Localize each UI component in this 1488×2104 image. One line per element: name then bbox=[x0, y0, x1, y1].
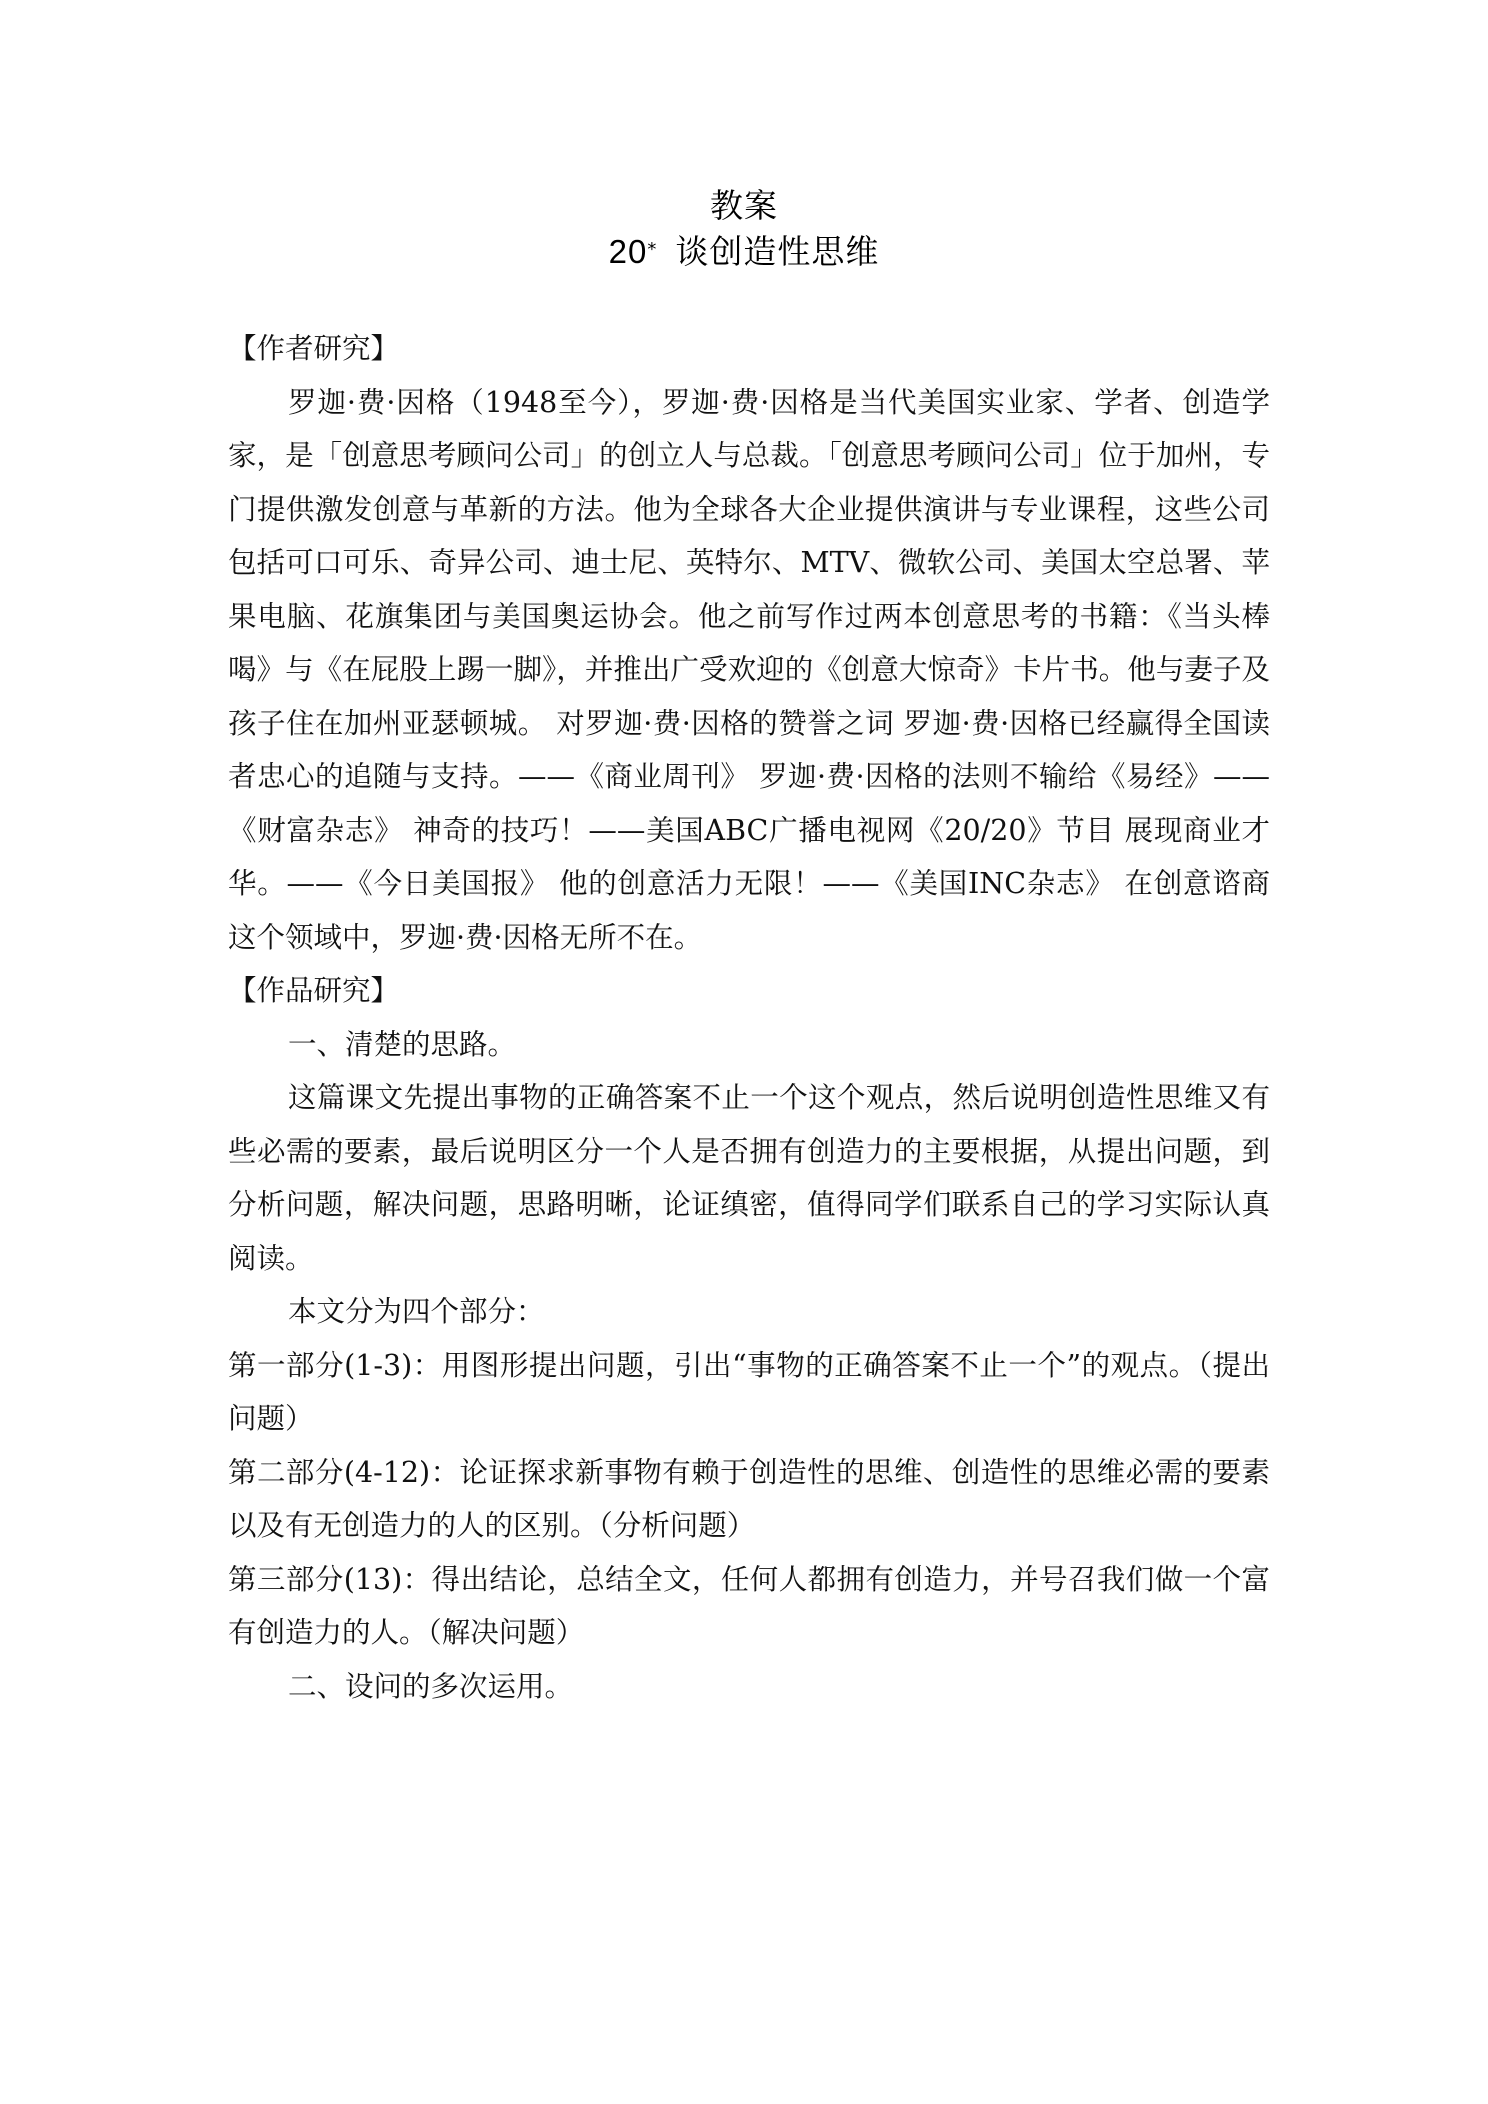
author-research-paragraph: 罗迦·费·因格（1948至今），罗迦·费·因格是当代美国实业家、学者、创造学家，是「创意思考顾问公司」的创立人与总裁。「创意思考顾问公司」位于加州，专门提供激发创意与革新的方法。他为全球各大企业提供演讲与专业课程，这些公司包括可口可乐、奇异公司、迪士尼、英特尔、MTV、微软公司、美国太空总署、苹果电脑、花旗集团与美国奥运协会。他之前写作过两本创意思考的书籍：《当头棒喝》与《在屁股上踢一脚》，并推出广受欢迎的《创意大惊奇》卡片书。他与妻子及孩子住在加州亚瑟顿城。 对罗迦·费·因格的赞誉之词 罗迦·费·因格已经赢得全国读者忠心的追随与支持。——《商业周刊》 罗迦·费·因格的法则不输给《易经》——《财富杂志》 神奇的技巧！——美国ABC广播电视网《20/20》节目 展现商业才华。——《今日美国报》 他的创意活力无限！——《美国INC杂志》 在创意谘商这个领域中，罗迦·费·因格无所不在。 bbox=[228, 385, 1270, 954]
lesson-title-text: 谈创造性思维 bbox=[675, 232, 880, 271]
title-block bbox=[0, 183, 1488, 275]
work-research-heading: 【作品研究】 bbox=[228, 974, 400, 1007]
lesson-mark: * bbox=[647, 239, 658, 260]
point-one-paragraph: 这篇课文先提出事物的正确答案不止一个这个观点，然后说明创造性思维又有些必需的要素，最后说明区分一个人是否拥有创造力的主要根据，从提出问题，到分析问题，解决问题，思路明晰，论证缜密，值得同学们联系自己的学习实际认真阅读。 bbox=[228, 1081, 1270, 1275]
document-title: 教案 bbox=[710, 186, 778, 225]
point-one-heading: 一、清楚的思路。 bbox=[288, 1027, 517, 1061]
parts-intro: 本文分为四个部分： bbox=[288, 1295, 545, 1328]
part-one-paragraph: 第一部分(1-3)：用图形提出问题，引出“事物的正确答案不止一个”的观点。（提出问题） bbox=[228, 1348, 1270, 1435]
part-two-paragraph: 第二部分(4-12)：论证探求新事物有赖于创造性的思维、创造性的思维必需的要素以及有无创造力的人的区别。（分析问题） bbox=[228, 1455, 1270, 1542]
lesson-title bbox=[0, 229, 1488, 275]
point-two-heading: 二、设问的多次运用。 bbox=[288, 1669, 574, 1703]
part-three-paragraph: 第三部分(13)：得出结论，总结全文，任何人都拥有创造力，并号召我们做一个富有创造力的人。（解决问题） bbox=[228, 1562, 1270, 1649]
author-research-heading: 【作者研究】 bbox=[228, 332, 400, 365]
lesson-number: 20 bbox=[608, 233, 648, 270]
document-body bbox=[228, 322, 1270, 1713]
